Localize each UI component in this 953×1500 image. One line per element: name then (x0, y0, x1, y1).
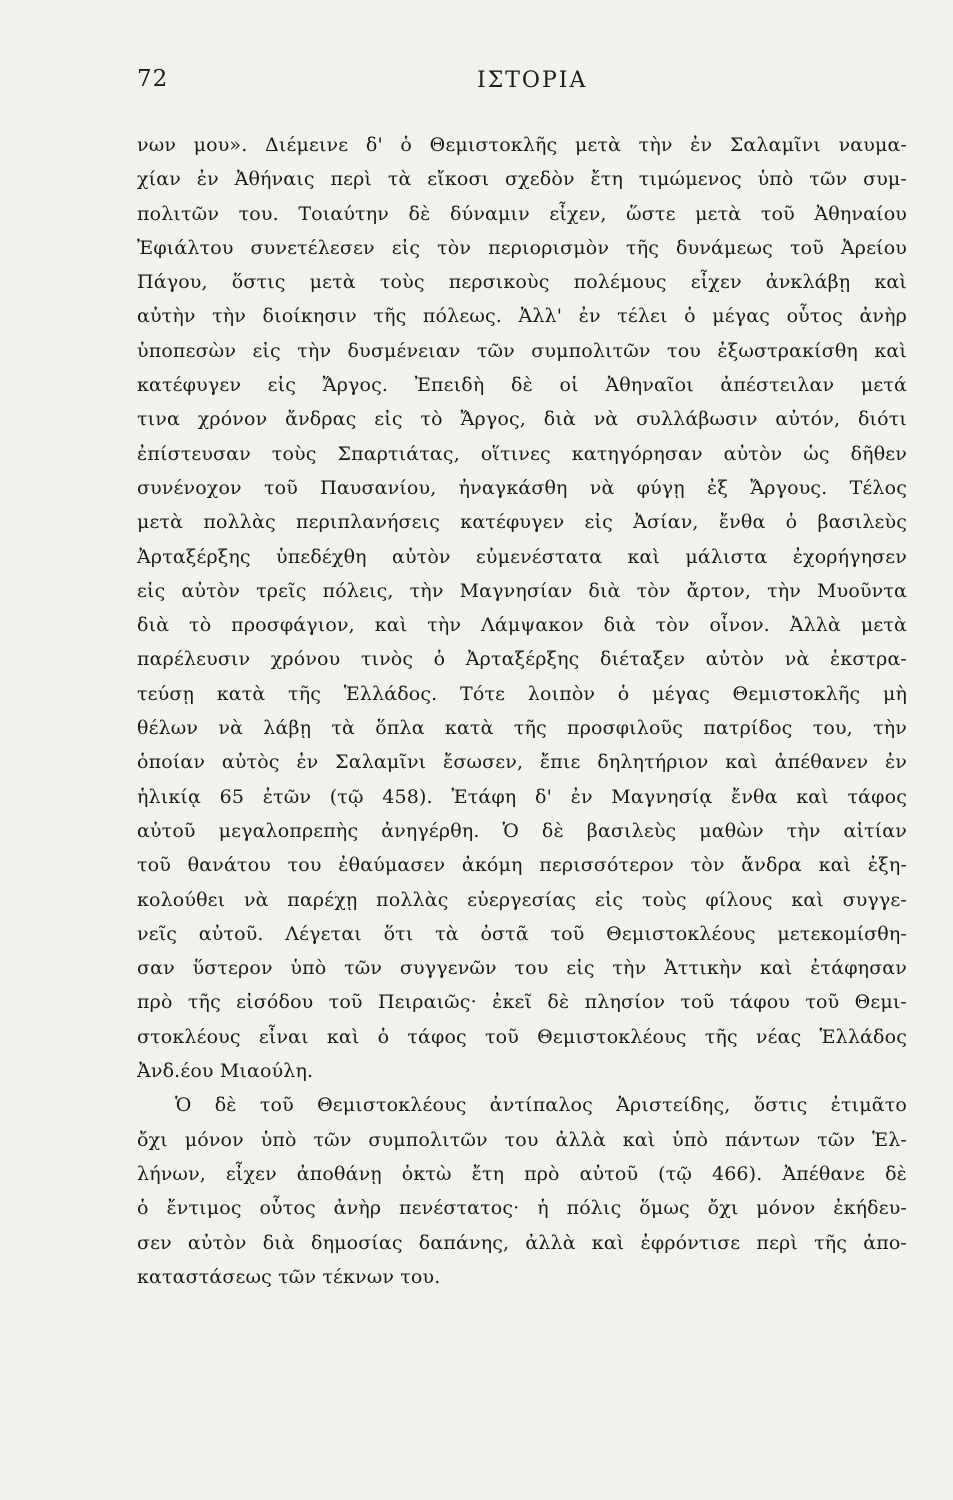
text-line: στοκλέους εἶναι καὶ ὁ τάφος τοῦ Θεμιστοκλέους τῆς νέας Ἑλλάδος (137, 1025, 907, 1048)
text-line: εἰς αὐτὸν τρεῖς πόλεις, τὴν Μαγνησίαν διὰ τὸν ἄρτον, τὴν Μυοῦντα (137, 579, 907, 602)
text-line: πολιτῶν του. Τοιαύτην δὲ δύναμιν εἶχεν, ὥστε μετὰ τοῦ Ἀθηναίου (137, 202, 907, 225)
text-line: ὁ ἔντιμος οὗτος ἀνὴρ πενέστατος· ἡ πόλις ὅμως ὄχι μόνον ἐκήδευ- (137, 1197, 907, 1220)
text-line: παρέλευσιν χρόνου τινὸς ὁ Ἀρταξέρξης διέταξεν αὐτὸν νὰ ἐκστρα- (137, 648, 907, 671)
text-line: κολούθει νὰ παρέχῃ πολλὰς εὐεργεσίας εἰς τοὺς φίλους καὶ συγγε- (137, 888, 907, 911)
paragraph-end-line: Ἀνδ.έου Μιαούλη. (137, 1060, 314, 1083)
paragraph-start-line: Ὁ δὲ τοῦ Θεμιστοκλέους ἀντίπαλος Ἀριστείδης, ὅστις ἐτιμᾶτο (175, 1094, 907, 1117)
text-line: νων μου». Διέμεινε δ' ὁ Θεμιστοκλῆς μετὰ τὴν ἐν Σαλαμῖνι ναυμα- (137, 134, 907, 156)
text-line: ἐπίστευσαν τοὺς Σπαρτιάτας, οἵτινες κατηγόρησαν αὐτὸν ὡς δῆθεν (137, 442, 907, 465)
text-line: Ἐφιάλτου συνετέλεσεν εἰς τὸν περιορισμὸν τῆς δυνάμεως τοῦ Ἀρείου (137, 236, 907, 259)
text-line: λήνων, εἶχεν ἀποθάνῃ ὀκτὼ ἔτη πρὸ αὐτοῦ (τῷ 466). Ἀπέθανε δὲ (137, 1162, 907, 1185)
text-line: θέλων νὰ λάβῃ τὰ ὅπλα κατὰ τῆς προσφιλοῦς πατρίδος του, τὴν (137, 717, 907, 740)
text-line: αὐτοῦ μεγαλοπρεπὴς ἀνηγέρθη. Ὁ δὲ βασιλεὺς μαθὼν τὴν αἰτίαν (137, 819, 907, 842)
text-line: ὁποίαν αὐτὸς ἐν Σαλαμῖνι ἔσωσεν, ἔπιε δηλητήριον καὶ ἀπέθανεν ἐν (137, 751, 907, 774)
text-line: κατέφυγεν εἰς Ἄργος. Ἐπειδὴ δὲ οἱ Ἀθηναῖοι ἀπέστειλαν μετά (137, 374, 907, 397)
text-line: σαν ὕστερον ὑπὸ τῶν συγγενῶν του εἰς τὴν Ἀττικὴν καὶ ἐτάφησαν (137, 957, 907, 980)
text-line: ὄχι μόνον ὑπὸ τῶν συμπολιτῶν του ἀλλὰ καὶ ὑπὸ πάντων τῶν Ἑλ- (137, 1128, 907, 1151)
text-line: ἡλικίᾳ 65 ἐτῶν (τῷ 458). Ἐτάφη δ' ἐν Μαγνησίᾳ ἔνθα καὶ τάφος (137, 785, 907, 808)
text-line: τοῦ θανάτου του ἐθαύμασεν ἀκόμη περισσότερον τὸν ἄνδρα καὶ ἐξη- (137, 854, 907, 877)
page-header (137, 66, 907, 106)
text-line: τινα χρόνον ἄνδρας εἰς τὸ Ἄργος, διὰ νὰ συλλάβωσιν αὐτόν, διότι (137, 408, 907, 431)
text-line: σεν αὐτὸν διὰ δημοσίας δαπάνης, ἀλλὰ καὶ ἐφρόντισε περὶ τῆς ἀπο- (137, 1231, 907, 1254)
running-title: ΙΣΤΟΡΙΑ (477, 68, 588, 93)
text-line: διὰ τὸ προσφάγιον, καὶ τὴν Λάμψακον διὰ τὸν οἶνον. Ἀλλὰ μετὰ (137, 614, 907, 637)
text-line: ὑποπεσὼν εἰς τὴν δυσμένειαν τῶν συμπολιτῶν του ἐξωστρακίσθη καὶ (137, 339, 907, 362)
page-number: 72 (137, 66, 169, 92)
text-line: συνένοχον τοῦ Παυσανίου, ἠναγκάσθη νὰ φύγῃ ἐξ Ἄργους. Τέλος (137, 476, 907, 499)
body-text (137, 128, 907, 1294)
text-line: νεῖς αὐτοῦ. Λέγεται ὅτι τὰ ὀστᾶ τοῦ Θεμιστοκλέους μετεκομίσθη- (137, 922, 907, 945)
text-line: Ἀρταξέρξης ὑπεδέχθη αὐτὸν εὐμενέστατα καὶ μάλιστα ἐχορήγησεν (137, 545, 907, 568)
text-line: πρὸ τῆς εἰσόδου τοῦ Πειραιῶς· ἐκεῖ δὲ πλησίον τοῦ τάφου τοῦ Θεμι- (137, 991, 907, 1014)
text-line: Πάγου, ὅστις μετὰ τοὺς περσικοὺς πολέμους εἶχεν ἀνκλάβῃ καὶ (137, 271, 907, 294)
text-line: χίαν ἐν Ἀθήναις περὶ τὰ εἴκοσι σχεδὸν ἔτη τιμώμενος ὑπὸ τῶν συμ- (137, 168, 907, 191)
text-line: τεύσῃ κατὰ τῆς Ἑλλάδος. Τότε λοιπὸν ὁ μέγας Θεμιστοκλῆς μὴ (137, 682, 907, 705)
paragraph-end-line: καταστάσεως τῶν τέκνων του. (137, 1265, 441, 1288)
text-line: μετὰ πολλὰς περιπλανήσεις κατέφυγεν εἰς Ἀσίαν, ἔνθα ὁ βασιλεὺς (137, 511, 907, 534)
text-line: αὐτὴν τὴν διοίκησιν τῆς πόλεως. Ἀλλ' ἐν τέλει ὁ μέγας οὗτος ἀνὴρ (137, 305, 907, 328)
